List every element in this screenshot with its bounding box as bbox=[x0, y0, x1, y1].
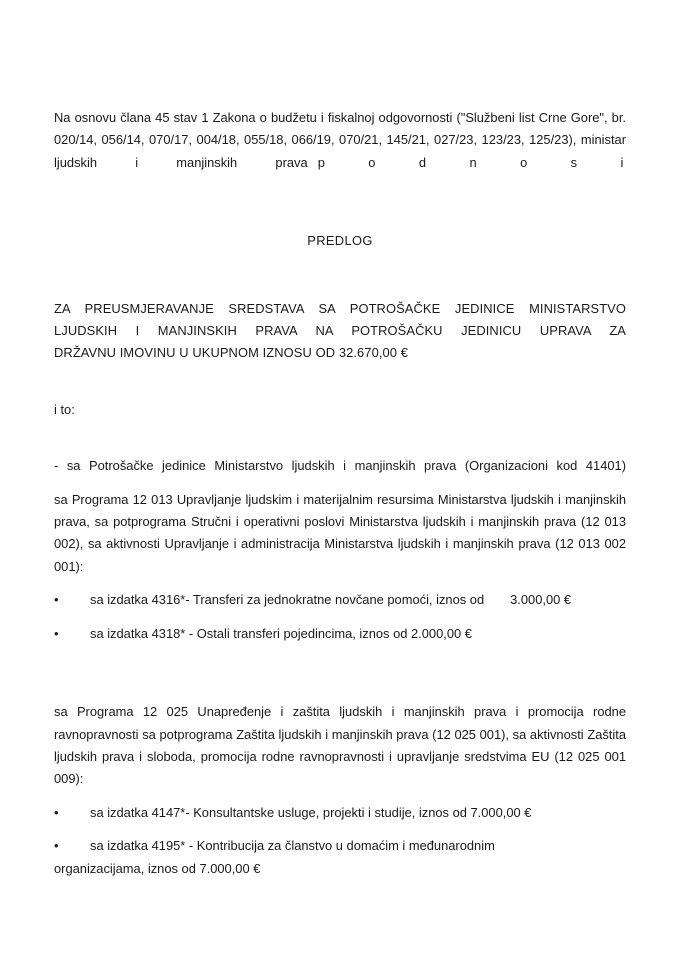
proposal-title-line-2: LJUDSKIH I MANJINSKIH PRAVA NA POTROŠAČKU JEDINICU UPRAVA ZA bbox=[54, 323, 626, 339]
spacer-after-title bbox=[54, 365, 626, 399]
bullet-icon: • bbox=[54, 592, 59, 608]
list-item-amount: 3.000,00 bbox=[510, 592, 561, 608]
program-2-description: sa Programa 12 025 Unapređenje i zaštita ljudskih i manjinskih prava i promocija rodne ravnopravnosti sa potprograma Zaštita ljudskih i manjinskih prava (12 025 001), sa aktivnosti Zaštita ljudskih prava i sloboda, promocija rodne ravnopravnosti i upravljanje sredstvima EU (12 025 001 009): bbox=[54, 704, 626, 787]
proposal-title bbox=[54, 298, 626, 365]
list-item-text: sa izdatka 4195* - Kontribucija za članstvo u domaćim i međunarodnim bbox=[90, 838, 495, 854]
list-item-text: sa izdatka 4318* - Ostali transferi pojedincima, iznos od 2.000,00 € bbox=[90, 625, 472, 641]
intro-text: i to: bbox=[54, 401, 75, 417]
list-item-continuation: organizacijama, iznos od 7.000,00 € bbox=[54, 860, 261, 876]
preamble-paragraph bbox=[54, 107, 626, 174]
spacer-after-heading bbox=[54, 253, 626, 298]
preamble-text: Na osnovu člana 45 stav 1 Zakona o budžetu i fiskalnoj odgovornosti ("Službeni list Crne Gore", br. 020/14, 056/14, 070/17, 004/18, 055/18, 066/19, 070/21, 145/21, 027/23, 123/23, 125/23), ministar ljudskih i manjinskih prava bbox=[54, 110, 626, 170]
spacer-between-programs bbox=[54, 645, 626, 701]
list-item bbox=[54, 623, 626, 645]
bullet-icon: • bbox=[54, 838, 59, 854]
bullet-icon: • bbox=[54, 625, 59, 641]
proposal-title-line-1: ZA PREUSMJERAVANJE SREDSTAVA SA POTROŠAČKE JEDINICE MINISTARSTVO bbox=[54, 300, 626, 316]
list-item-currency: € bbox=[563, 592, 572, 608]
spacer-before-program-2-items bbox=[54, 791, 626, 802]
spacer-after-intro bbox=[54, 421, 626, 455]
spacer-after-source-unit bbox=[54, 478, 626, 489]
list-item-text: sa izdatka 4316*- Transferi za jednokratne novčane pomoći, iznos od bbox=[90, 592, 485, 608]
spacer-after-preamble bbox=[54, 174, 626, 230]
spacer-before-program-1-items bbox=[54, 578, 626, 589]
document-body bbox=[54, 107, 626, 880]
proposal-title-line-3: DRŽAVNU IMOVINU U UKUPNOM IZNOSU OD 32.670,00 € bbox=[54, 345, 409, 361]
page-title: PREDLOG bbox=[307, 233, 373, 249]
program-1-description: sa Programa 12 013 Upravljanje ljudskim i materijalnim resursima Ministarstva ljudskih i manjinskih prava, sa potprograma Stručni i operativni poslovi Ministarstva ljudskih i manjinskih prava (12 013 002), sa aktivnosti Upravljanje i administracija Ministarstva ljudskih i manjinskih prava (12 013 002 001): bbox=[54, 491, 626, 574]
spacer-between-program-2-items bbox=[54, 824, 626, 835]
spacer-between-program-1-items bbox=[54, 612, 626, 623]
list-item-text: sa izdatka 4147*- Konsultantske usluge, projekti i studije, iznos od 7.000,00 € bbox=[90, 804, 532, 820]
preamble-spaced-word: p o d n o s i bbox=[317, 154, 626, 170]
list-item bbox=[54, 589, 626, 611]
source-unit-paragraph: - sa Potrošačke jedinice Ministarstvo ljudskih i manjinskih prava (Organizacioni kod 41401) bbox=[54, 458, 626, 474]
list-item bbox=[54, 802, 626, 824]
list-item bbox=[54, 835, 626, 857]
bullet-icon: • bbox=[54, 804, 59, 820]
